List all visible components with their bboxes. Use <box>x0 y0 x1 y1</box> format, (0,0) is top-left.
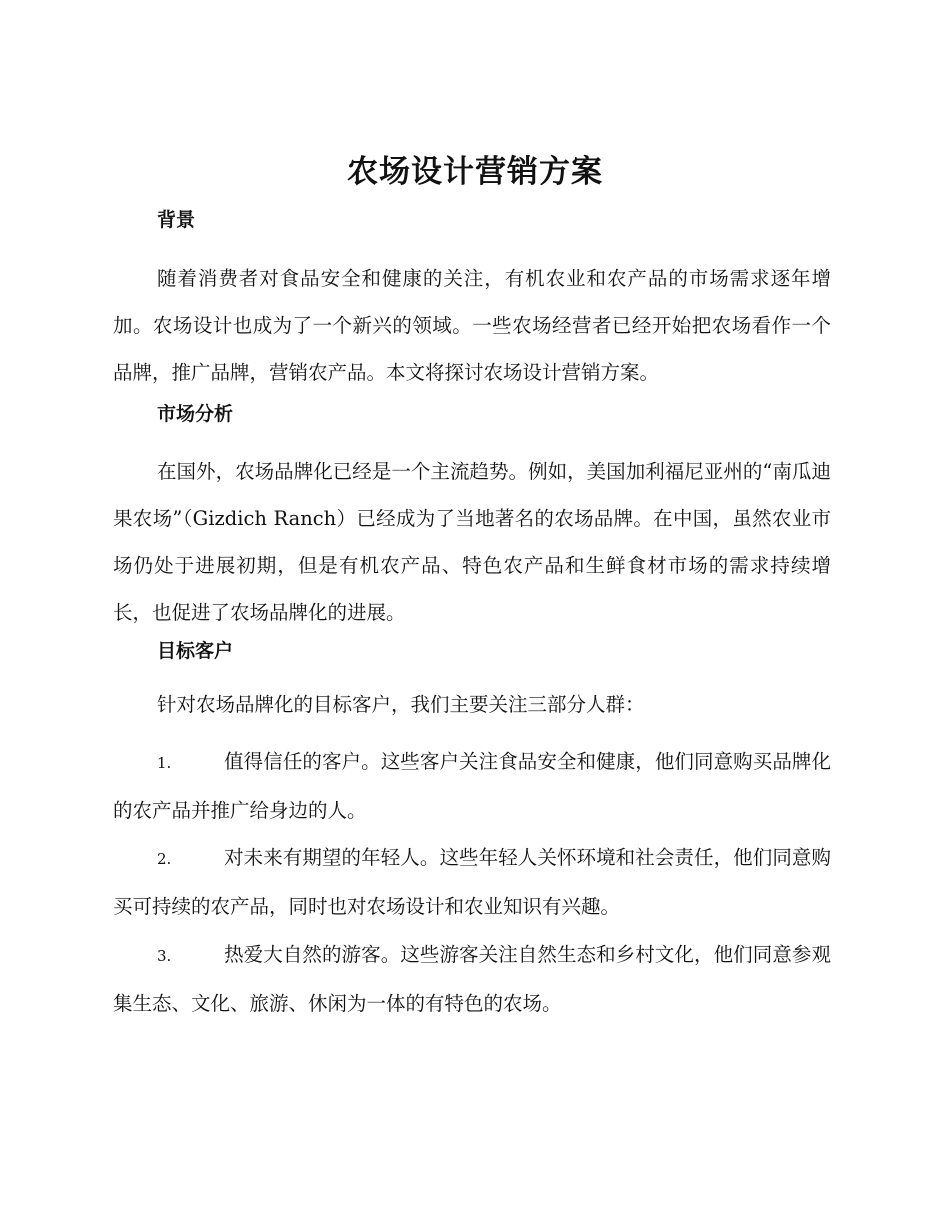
section-heading-background: 背景 <box>157 209 196 231</box>
section-heading-target-customers: 目标客户 <box>157 640 234 662</box>
list-item-3 <box>113 931 831 1027</box>
paragraph-market-analysis: 在国外，农场品牌化已经是一个主流趋势。例如，美国加利福尼亚州的“南瓜迪果农场”（Gizdich Ranch）已经成为了当地著名的农场品牌。在中国，虽然农业市场仍处于进展初期，但是有机农产品、特色农产品和生鲜食材市场的需求持续增长，也促进了农场品牌化的进展。 <box>113 460 831 624</box>
paragraph-target-customers: 针对农场品牌化的目标客户，我们主要关注三部分人群： <box>157 693 645 716</box>
list-text-2: 对未来有期望的年轻人。这些年轻人关怀环境和社会责任，他们同意购买可持续的农产品，同时也对农场设计和农业知识有兴趣。 <box>113 846 831 918</box>
document-title: 农场设计营销方案 <box>347 154 603 190</box>
list-number-3: 3. <box>157 947 172 965</box>
list-item-2 <box>113 834 831 930</box>
list-number-2: 2. <box>157 850 172 868</box>
list-text-1: 值得信任的客户。这些客户关注食品安全和健康，他们同意购买品牌化的农产品并推广给身边的人。 <box>113 750 831 822</box>
list-text-3: 热爱大自然的游客。这些游客关注自然生态和乡村文化，他们同意参观集生态、文化、旅游、休闲为一体的有特色的农场。 <box>113 943 831 1015</box>
paragraph-background: 随着消费者对食品安全和健康的关注，有机农业和农产品的市场需求逐年增加。农场设计也成为了一个新兴的领域。一些农场经营者已经开始把农场看作一个品牌，推广品牌，营销农产品。本文将探讨农场设计营销方案。 <box>113 267 831 384</box>
list-item-1 <box>113 738 831 834</box>
section-heading-market-analysis: 市场分析 <box>157 403 234 425</box>
list-number-1: 1. <box>157 754 172 772</box>
